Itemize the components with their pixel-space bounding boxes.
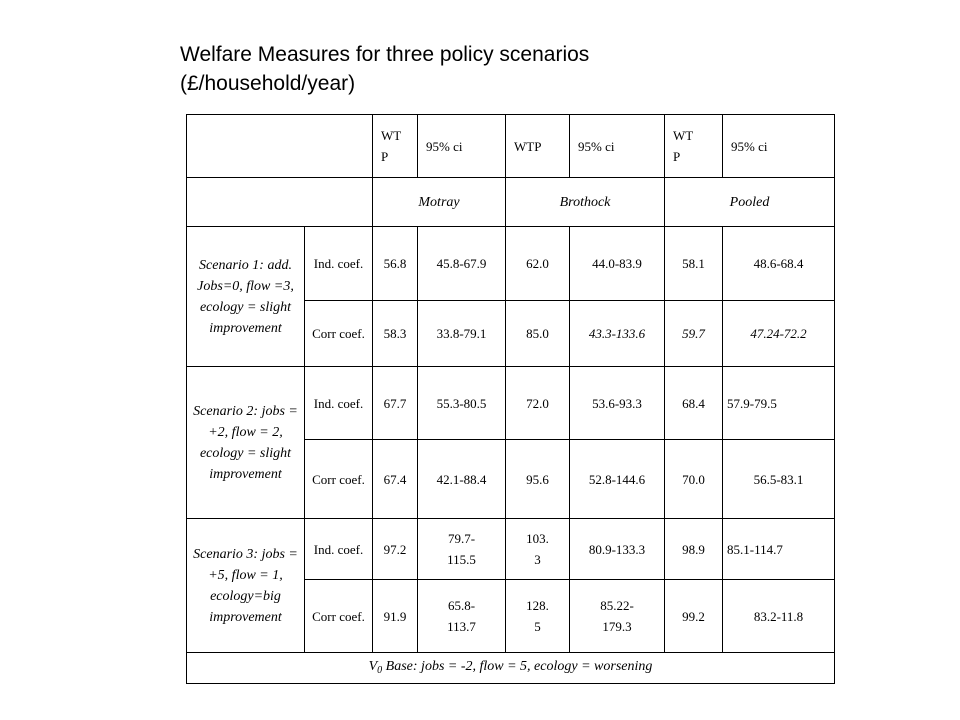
- footer-subscript: 0: [377, 664, 383, 676]
- value-cell: 65.8- 113.7: [418, 580, 506, 653]
- value-cell: 79.7- 115.5: [418, 519, 506, 580]
- coef-label: Ind. coef.: [305, 227, 373, 301]
- value-cell: 52.8-144.6: [570, 440, 665, 519]
- header-blank-cell: [187, 115, 373, 178]
- value-cell: 85.22- 179.3: [570, 580, 665, 653]
- value-cell: 58.3: [373, 301, 418, 367]
- value-cell: 98.9: [665, 519, 723, 580]
- table-row: [187, 367, 835, 440]
- footer-note: [187, 653, 835, 684]
- welfare-table: [186, 114, 835, 684]
- value-cell: 45.8-67.9: [418, 227, 506, 301]
- scenario-label: Scenario 1: add. Jobs=0, flow =3, ecology = slight improvement: [187, 227, 305, 367]
- value-cell: 47.24-72.2: [723, 301, 835, 367]
- coef-label: Corr coef.: [305, 580, 373, 653]
- value-cell: 48.6-68.4: [723, 227, 835, 301]
- title-line-1: Welfare Measures for three policy scenarios: [180, 43, 590, 66]
- value-cell: 56.8: [373, 227, 418, 301]
- coef-label: Corr coef.: [305, 440, 373, 519]
- coef-label: Ind. coef.: [305, 367, 373, 440]
- value-cell: 57.9-79.5: [723, 367, 835, 440]
- page-title: [180, 40, 589, 98]
- footer-text: Base: jobs = -2, flow = 5, ecology = worsening: [382, 658, 653, 674]
- value-cell: 103. 3: [506, 519, 570, 580]
- value-cell: 68.4: [665, 367, 723, 440]
- header-row: [187, 115, 835, 178]
- value-cell: 72.0: [506, 367, 570, 440]
- title-line-2: (£/household/year): [180, 72, 356, 95]
- location-cell: Brothock: [506, 178, 665, 227]
- value-cell: 53.6-93.3: [570, 367, 665, 440]
- value-cell: 128. 5: [506, 580, 570, 653]
- header-cell: WTP: [506, 115, 570, 178]
- footer-prefix: V: [368, 658, 378, 674]
- value-cell: 33.8-79.1: [418, 301, 506, 367]
- value-cell: 62.0: [506, 227, 570, 301]
- location-cell: Pooled: [665, 178, 835, 227]
- value-cell: 83.2-11.8: [723, 580, 835, 653]
- scenario-label: Scenario 2: jobs = +2, flow = 2, ecology = slight improvement: [187, 367, 305, 519]
- header-cell: 95% ci: [723, 115, 835, 178]
- value-cell: 85.1-114.7: [723, 519, 835, 580]
- coef-label: Corr coef.: [305, 301, 373, 367]
- value-cell: 44.0-83.9: [570, 227, 665, 301]
- header-cell: WT P: [373, 115, 418, 178]
- value-cell: 85.0: [506, 301, 570, 367]
- value-cell: 95.6: [506, 440, 570, 519]
- value-cell: 91.9: [373, 580, 418, 653]
- table-row: [187, 519, 835, 580]
- location-row: [187, 178, 835, 227]
- value-cell: 43.3-133.6: [570, 301, 665, 367]
- scenario-label: Scenario 3: jobs = +5, flow = 1, ecology=big improvement: [187, 519, 305, 653]
- value-cell: 67.7: [373, 367, 418, 440]
- value-cell: 97.2: [373, 519, 418, 580]
- value-cell: 80.9-133.3: [570, 519, 665, 580]
- coef-label: Ind. coef.: [305, 519, 373, 580]
- footer-row: [187, 653, 835, 684]
- header-cell: WT P: [665, 115, 723, 178]
- value-cell: 55.3-80.5: [418, 367, 506, 440]
- table-row: [187, 227, 835, 301]
- location-cell: Motray: [373, 178, 506, 227]
- value-cell: 99.2: [665, 580, 723, 653]
- value-cell: 67.4: [373, 440, 418, 519]
- header-cell: 95% ci: [570, 115, 665, 178]
- value-cell: 42.1-88.4: [418, 440, 506, 519]
- header-cell: 95% ci: [418, 115, 506, 178]
- location-blank-cell: [187, 178, 373, 227]
- value-cell: 59.7: [665, 301, 723, 367]
- value-cell: 70.0: [665, 440, 723, 519]
- value-cell: 56.5-83.1: [723, 440, 835, 519]
- value-cell: 58.1: [665, 227, 723, 301]
